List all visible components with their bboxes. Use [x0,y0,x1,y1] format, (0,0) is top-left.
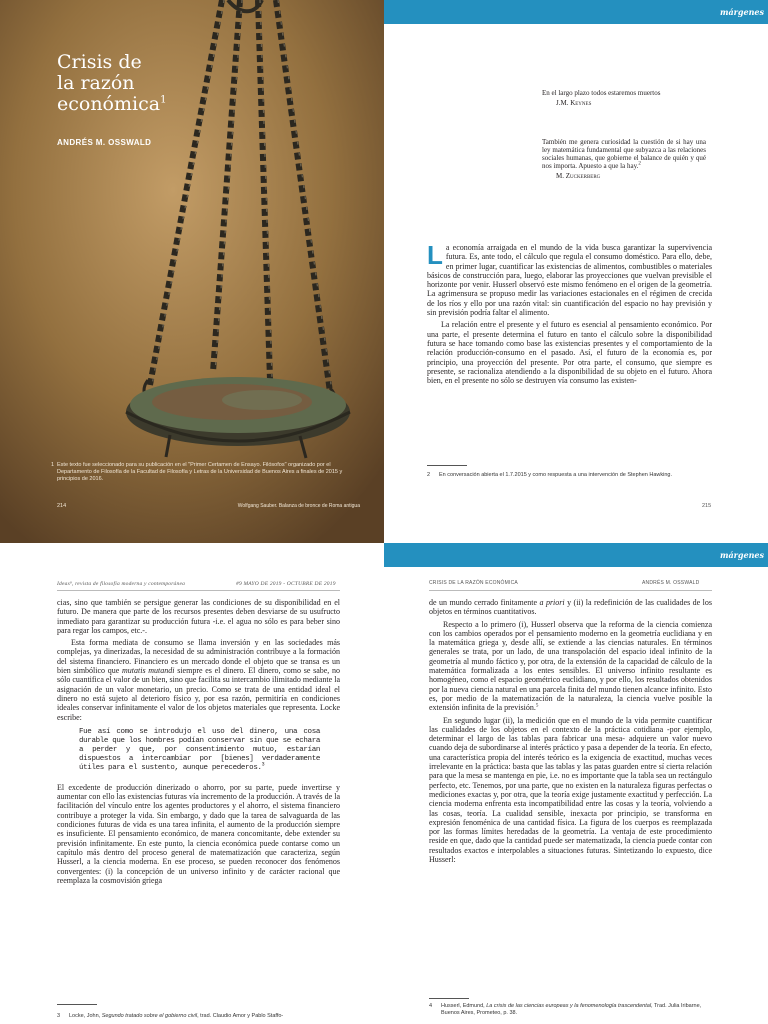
paragraph-text: Esta forma mediata de consumo se llama inversión y en las sociedades más complejas, ya dinerizadas, la necesidad de su administración contribuye a la formación del sistema financiero. Financiero es un mercado donde el objeto que se transa es un bien simbólico que [57,638,340,676]
block-quote-locke [79,728,320,773]
title-line-3: económica [57,93,161,115]
photo-footnote-number: 1 [51,462,55,468]
page-number-215: 215 [702,503,712,509]
epigraph-keynes [542,89,712,107]
epigraph-author: J.M. Keynes [556,99,592,107]
footnote-2 [427,472,711,479]
photo-credit: Wolfgang Sauber. Balanza de bronce de Roma antigua [237,503,360,509]
body-text-217 [429,598,712,867]
footnote-text: En conversación abierta el 1.7.2015 y como respuesta a una intervención de Stephen Hawking. [439,472,672,478]
body-text-215 [427,240,712,388]
page-217 [384,543,768,1024]
running-head-journal: Ideas⁹, revista de filosofía moderna y contemporánea [57,581,186,587]
footnote-text: , trad. Claudio Amor y Pablo Staffo- [197,1013,284,1019]
footnote-marker: 3 [261,761,265,768]
title-line-1: Crisis de [57,51,142,73]
footnote-number: 4 [429,1003,433,1009]
running-head-date: #9 MAYO DE 2019 - OCTUBRE DE 2019 [236,581,336,587]
italic-term: mutatis mutandi [122,666,175,676]
page-216 [0,543,384,1024]
running-head-rule [429,590,712,591]
epigraph-author: M. Zuckerberg [556,172,601,180]
photo-footnote [51,462,357,483]
footnote-number: 2 [427,472,431,478]
footnote-title: La crisis de las ciencias europeas y la fenomenología trascendental [486,1003,652,1009]
epigraph-quote-block [542,138,706,170]
page-215 [384,0,768,543]
paragraph [57,638,340,722]
footnote-rule [429,998,469,999]
paragraph: La relación entre el presente y el futuro es esencial al pensamiento económico. Por una parte, el presente determina el futuro en tanto el cálculo sobre la disponibilidad futura se hace tomando como base las existencias presentes y el comportamiento de la relación producción-consumo en el pasado. Así, el futuro de la economía es, por principio, una proyección del presente. Por otra parte, el consumo, que siempre es presente, se racionaliza atendiendo a la disponibilidad de su objeto en el futuro. Ahora bien, en el presente no sólo se destruyen vía consumo las existen- [427,320,712,386]
footnote-title: Segundo tratado sobre el gobierno civil [101,1013,198,1019]
banner-label: márgenes [720,7,764,17]
footnote-text: Locke, John, [69,1013,102,1019]
title-footnote-marker: 1 [160,94,167,106]
cover-photo-page [0,0,384,543]
paragraph [429,598,712,617]
section-banner [384,0,768,24]
footnote-marker: 2 [638,161,641,167]
running-head-author: ANDRÉS M. OSSWALD [642,580,700,586]
paragraph-text: Respecto a lo primero (i), Husserl observa que la reforma de la ciencia comienza con los cambios operados por el pensamiento moderno en la geometría euclidiana y en la matemática griega y, desde allí, se extiende a las ciencias naturales. En términos generales se trata, por un lado, de una transpolación del espacio ideal infinito de la geometría al mundo fáctico y, por otra, de la extensión de la capacidad de cálculo de la matemática formalizada a los entes sensibles. El universo infinito resultante es homogéneo, como el espacio geométrico euclidiano, y por ello, los resultados obtenidos por la nueva ciencia natural en una parcela finita del mundo tienen alcance infinito. Esto es, por medio de la matematización de la naturaleza, la ciencia vuelve posible la extensión infinita de la previsión. [429,619,712,713]
italic-term: a priori [539,598,565,607]
footnote-rule [57,1004,97,1005]
epigraph-zuckerberg [542,138,706,180]
paragraph-text: siempre es el dinero. El dinero, como se sabe, no sólo cuantifica el valor de un bien, sino que facilita su intercambio ilimitado mediante la asignación de un valor monetario, un precio. Como se trata de una entidad ideal el dinero no está sujeto al deterioro físico y, por esa razón, permitiría en condiciones ideales conservar infinitamente el valor de los objetos materiales que representa. Locke escribe: [57,666,341,722]
title-line-2: la razón [57,72,135,94]
article-title [57,52,257,115]
epigraph-quote: En el largo plazo todos estaremos muertos [542,89,661,97]
paragraph-text: a economía arraigada en el mundo de la vida busca garantizar la supervivencia futura. Es, ante todo, el cálculo que regula el consumo doméstico. Para ello, debe, en primer lugar, cuantificar las existencias de alimentos, combustibles o materiales básicos de construcción para, luego, elaborar las proyecciones que vuelvan previsible el horizonte por venir. Husserl observó este mismo fenómeno en el origen de la geometría. La agrimensura se propuso medir las variaciones estacionales en el régimen de crecida de los ríos y ello por una razón vital: sin cuantificación del espacio no hay previsión y sin previsión podría faltar el alimento. [427,243,712,318]
footnote-text: Husserl, Edmund, [441,1003,487,1009]
article-author: ANDRÉS M. OSSWALD [57,138,152,147]
body-text-216 [57,598,340,888]
spread-two [0,543,768,1024]
running-head-title: CRISIS DE LA RAZÓN ECONÓMICA [429,580,518,586]
photo-footnote-text: Este texto fue seleccionado para su publicación en el "Primer Certamen de Ensayo. Filósofos" organizado por el Departamento de Filosofía de la Facultad de Filosofía y Letras de la Universidad de Buenos Aires a finales de 2015 y principios de 2016. [57,462,343,482]
paragraph: cias, sino que también se persigue generar las condiciones de su disponibilidad en el futuro. De manera que parte de los recursos presentes deben desviarse de su usufructo inmediato para garantizar su producción futura -i.e. el agua no sólo es para beber sino para regar los campos, etc.-. [57,598,340,635]
footnote-text: , Trad. Julia Iribarne, Buenos Aires, Prometeo, p. 38. [441,1003,702,1016]
paragraph-text: de un mundo cerrado finitamente [429,598,540,607]
banner-label: márgenes [720,550,764,560]
drop-cap: L [427,240,443,270]
running-head-rule [57,590,340,591]
footnote-4 [429,1003,713,1017]
footnote-marker: 5 [535,703,539,709]
paragraph-text: y (ii) la redefinición de las cualidades de los objetos en términos cuantitativos. [429,598,713,617]
section-banner [384,543,768,567]
epigraph-quote: También me genera curiosidad la cuestión de si hay una ley matemática fundamental que subyazca a las relaciones sociales humanas, que gobierne el balance de quién y qué nos importa. Apuesto a que la hay. [542,138,706,170]
paragraph: En segundo lugar (ii), la medición que en el mundo de la vida permite cuantificar las cualidades de los objetos en el contexto de la práctica cotidiana -por ejemplo, determinar el largo de las tablas para fabricar una mesa- adquiere un valor nuevo cuando deja de subordinarse al interés práctico y pasa a depender de la teoría. En efecto, una característica propia del interés teórico es la exigencia de exactitud, muchas veces irrelevante en la práctica: basta que las tablas y las patas guarden entre sí cierta relación para que la mesa se mantenga en pie, i.e. no es importante que la tabla sea un rectángulo perfecto, etc. Tenemos, por una parte, que no existen en la naturaleza figuras perfectas o mediciones exactas y, por otra, que la teoría exige justamente exactitud y perfección. La ciencia moderna enfrenta esta incompatibilidad entre las cosas y la teoría, volviendo a las cosas, teoría. La cualidad sensible, inexacta por principio, se transforma en expresión fenoménica de una cantidad física. La figura de los cuerpos es reemplazada por las formas límites heredadas de la geometría. La ventaja de este procedimiento reside en que, dado que la cantidad puede ser matematizada, la ciencia puede contar con resultados exactos e interpolables a situaciones futuras. Sintetizando lo expuesto, dice Husserl: [429,715,712,865]
paragraph [429,620,712,713]
page-number-214: 214 [57,503,67,509]
paragraph [427,240,712,318]
footnote-rule [427,465,467,466]
footnote-3 [57,1013,341,1020]
quote-text: Fue así como se introdujo el uso del dinero, una cosa durable que los hombres podían conservar sin que se echara a perder y que, por consentimiento mutuo, estarían dispuestos a intercambiar por [bienes] verdaderamente útiles para el sustento, aunque perecederos. [79,727,320,772]
footnote-number: 3 [57,1013,61,1019]
paragraph: El excedente de producción dinerizado o ahorro, por su parte, puede invertirse y aumentar con ello las existencias futuras vía incremento de la producción. A través de la facilitación del vínculo entre los agentes productores y el ahorro, el sistema financiero contribuye a proteger la vida. Sin embargo, y dado que la tarea de salvaguarda de las condiciones futuras de vida es una tarea infinita, el aumento de la producción siempre es insuficiente. El pensamiento económico, de manera concomitante, debe extender su previsión infinitamente. En este punto, la ciencia económica puede contarse como un capítulo más dentro del proceso general de matematización que caracteriza, según Husserl, a la ciencia moderna. En ese proceso, se pueden reconocer dos fenómenos convergentes: (i) la concepción de un universo infinito y de carácter racional que reemplaza la cosmovisión griega [57,782,340,885]
